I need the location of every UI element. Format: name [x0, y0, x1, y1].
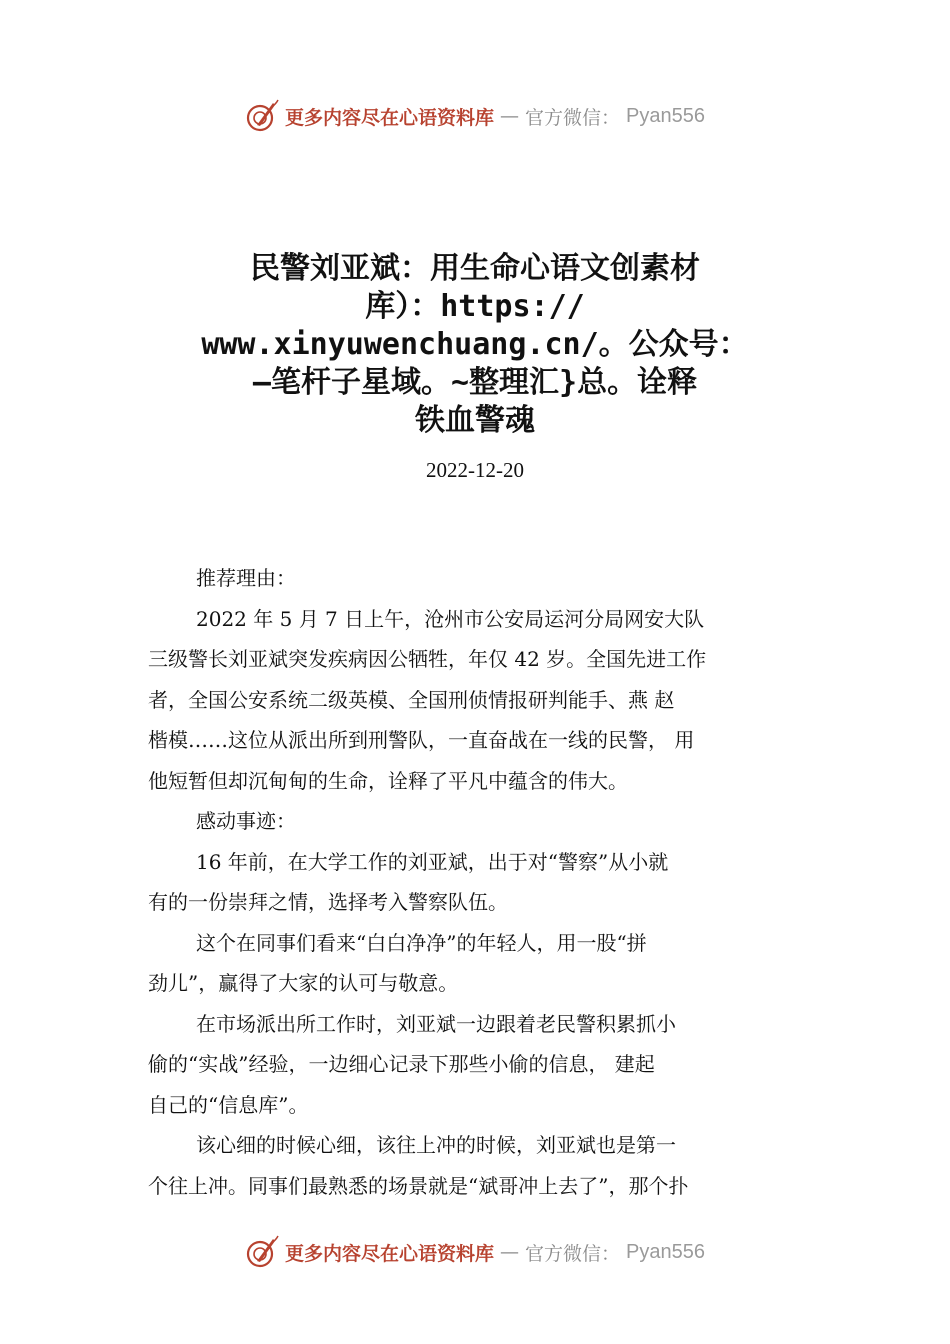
paragraph-line: 2022 年 5 月 7 日上午，沧州市公安局运河分局网安大队: [196, 606, 705, 631]
title-line: —笔杆子星域。~整理汇}总。诠释: [252, 365, 698, 400]
section-heading: 感动事迹：: [196, 809, 296, 833]
paragraph-line: 三级警长刘亚斌突发疾病因公牺牲，年仅 42 岁。全国先进工作: [148, 647, 707, 671]
document-body: [148, 558, 838, 1206]
paragraph-line: 这个在同事们看来“白白净净”的年轻人，用一股“拼: [196, 930, 647, 955]
section-heading: 推荐理由：: [196, 566, 296, 590]
title-line: 库）：https://: [365, 289, 585, 324]
header-banner: [0, 96, 950, 136]
banner-promo-text: 更多内容尽在心语资料库: [285, 106, 495, 129]
paragraph-line: 偷的“实战”经验，一边细心记录下那些小偷的信息， 建起: [148, 1052, 655, 1076]
title-line: 民警刘亚斌：用生命心语文创素材: [250, 251, 700, 286]
paragraph-line: 楷模……这位从派出所到刑警队，一直奋战在一线的民警， 用: [148, 728, 695, 752]
banner-promo-text: 更多内容尽在心语资料库: [285, 1242, 495, 1265]
paragraph-line: 在市场派出所工作时，刘亚斌一边跟着老民警积累抓小: [196, 1011, 676, 1036]
banner-wechat-label: 官方微信：: [525, 106, 621, 129]
banner-wechat-label: 官方微信：: [525, 1242, 621, 1265]
banner-wechat-id: Pyan556: [626, 1240, 705, 1263]
paragraph-line: 者，全国公安系统二级英模、全国刑侦情报研判能手、燕 赵: [148, 687, 675, 712]
paragraph-line: 该心细的时候心细，该往上冲的时候，刘亚斌也是第一: [196, 1133, 676, 1157]
document-title: [150, 250, 800, 440]
banner-wechat-id: Pyan556: [626, 104, 705, 127]
banner-separator: —: [500, 105, 520, 127]
title-line: www.xinyuwenchuang.cn/。公众号：: [201, 327, 749, 362]
quill-pen-logo-icon: [245, 1235, 279, 1269]
footer-banner: [0, 1232, 950, 1272]
paragraph-line: 个往上冲。同事们最熟悉的场景就是“斌哥冲上去了”，那个扑: [148, 1173, 689, 1198]
paragraph-line: 他短暂但却沉甸甸的生命，诠释了平凡中蕴含的伟大。: [148, 768, 628, 793]
banner-separator: —: [500, 1241, 520, 1263]
paragraph-line: 有的一份崇拜之情，选择考入警察队伍。: [148, 890, 508, 914]
title-line: 铁血警魂: [415, 403, 535, 438]
paragraph-line: 劲儿”，赢得了大家的认可与敬意。: [148, 971, 459, 995]
quill-pen-logo-icon: [245, 99, 279, 133]
paragraph-line: 自己的“信息库”。: [148, 1092, 309, 1117]
paragraph-line: 16 年前，在大学工作的刘亚斌，出于对“警察”从小就: [196, 849, 669, 874]
document-date: 2022-12-20: [426, 458, 524, 482]
